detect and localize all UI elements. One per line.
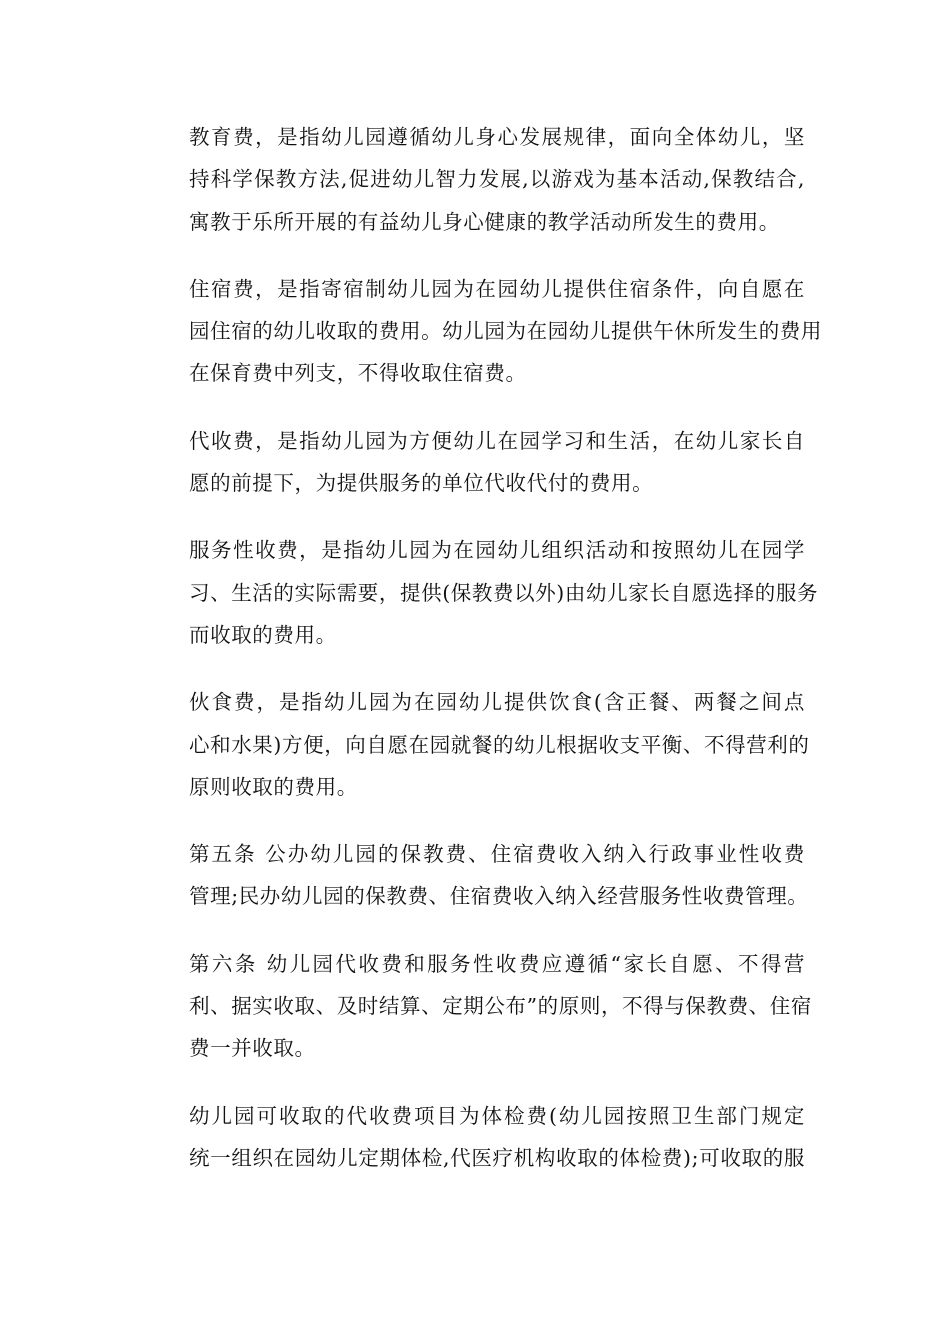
paragraph-collection-fee (145, 420, 805, 505)
paragraph-article-5 (145, 833, 809, 918)
text-line: 而收取的费用。 (189, 622, 337, 647)
text-line: 管理;民办幼儿园的保教费、住宿费收入纳入经营服务性收费管理。 (189, 884, 809, 909)
paragraph-article-6 (145, 943, 812, 1070)
paragraph-service-fee (145, 529, 819, 656)
text-line: 教育费，是指幼儿园遵循幼儿身心发展规律，面向全体幼儿，坚 (189, 125, 805, 149)
text-line: 幼儿园可收取的代收费项目为体检费(幼儿园按照卫生部门规定 (189, 1103, 805, 1128)
text-line: 寓教于乐所开展的有益幼儿身心健康的教学活动所发生的费用。 (189, 209, 780, 234)
paragraph-education-fee (145, 116, 805, 243)
text-line: 利、据实收取、及时结算、定期公布”的原则，不得与保教费、住宿 (189, 994, 812, 1019)
text-line: 持科学保教方法,促进幼儿智力发展,以游戏为基本活动,保教结合, (189, 167, 805, 192)
document-body (145, 116, 822, 1204)
text-line: 统一组织在园幼儿定期体检,代医疗机构收取的体检费);可收取的服 (189, 1145, 805, 1170)
text-line: 第五条 公办幼儿园的保教费、住宿费收入纳入行政事业性收费 (189, 842, 805, 867)
paragraph-collection-items (145, 1095, 805, 1180)
text-line: 在保育费中列支，不得收取住宿费。 (189, 361, 527, 386)
text-line: 代收费，是指幼儿园为方便幼儿在园学习和生活，在幼儿家长自 (189, 428, 805, 453)
text-line: 服务性收费，是指幼儿园为在园幼儿组织活动和按照幼儿在园学 (189, 538, 805, 563)
text-line: 愿的前提下，为提供服务的单位代收代付的费用。 (189, 471, 654, 496)
text-line: 费一并收取。 (189, 1036, 316, 1061)
paragraph-accommodation-fee (145, 268, 822, 395)
text-line: 住宿费，是指寄宿制幼儿园为在园幼儿提供住宿条件，向自愿在 (189, 276, 805, 301)
text-line: 心和水果)方便，向自愿在园就餐的幼儿根据收支平衡、不得营利的 (189, 732, 810, 757)
paragraph-meal-fee (145, 681, 810, 808)
text-line: 伙食费，是指幼儿园为在园幼儿提供饮食(含正餐、两餐之间点 (189, 690, 805, 715)
text-line: 第六条 幼儿园代收费和服务性收费应遵循“家长自愿、不得营 (189, 951, 805, 976)
text-line: 习、生活的实际需要，提供(保教费以外)由幼儿家长自愿选择的服务 (189, 580, 819, 605)
text-line: 园住宿的幼儿收取的费用。幼儿园为在园幼儿提供午休所发生的费用 (189, 319, 822, 344)
text-line: 原则收取的费用。 (189, 774, 358, 799)
